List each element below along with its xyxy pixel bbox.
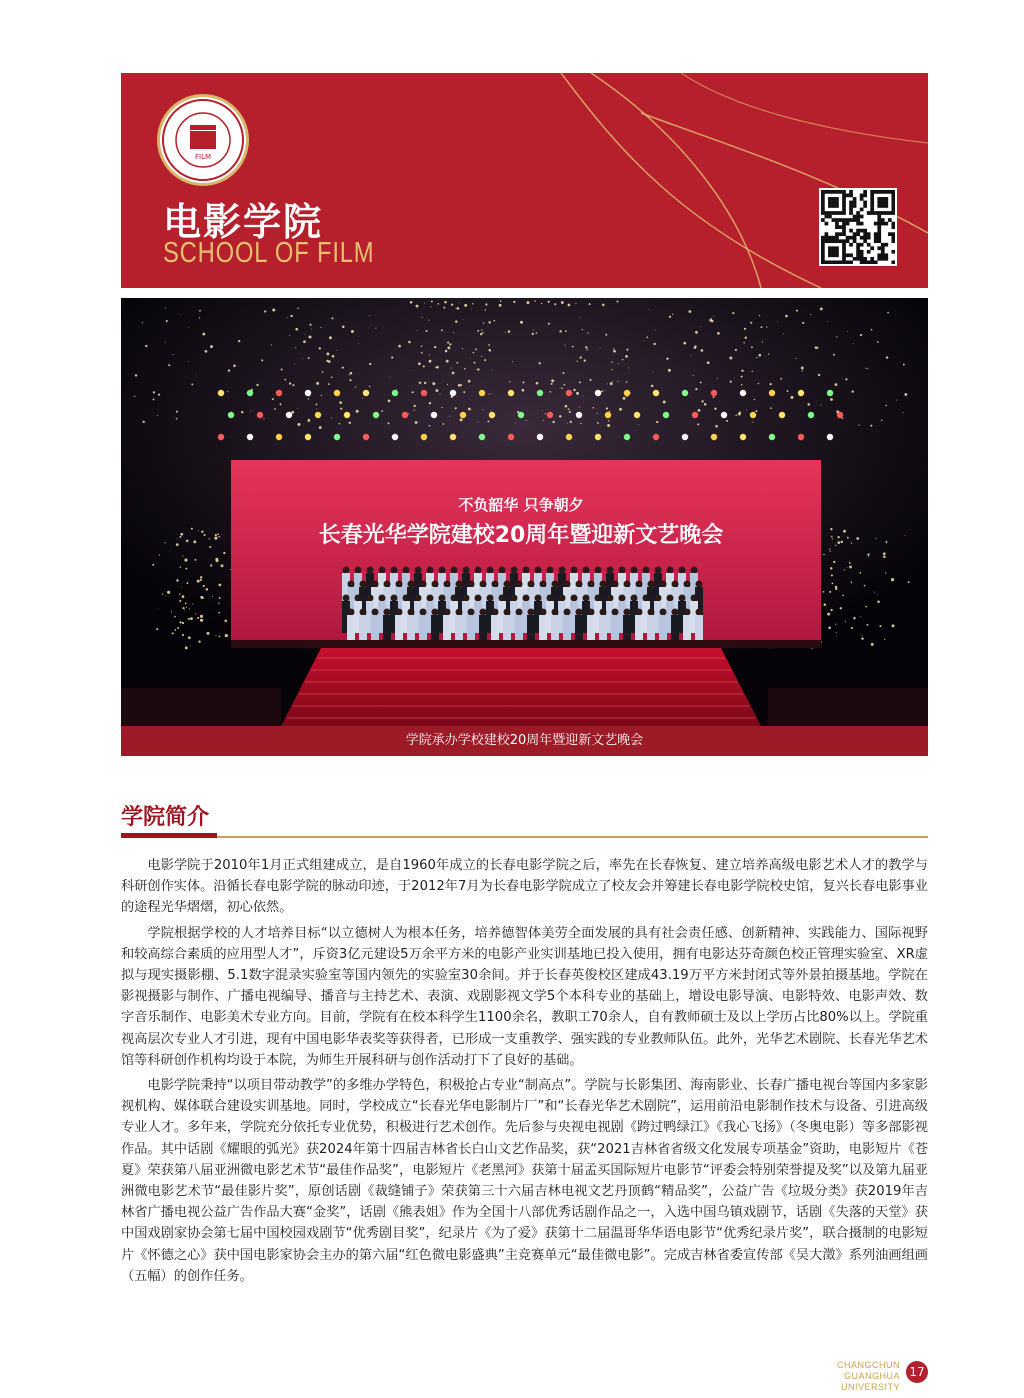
page-title-cn: 电影学院 [163,200,324,244]
intro-paragraph-3: 电影学院秉持“以项目带动教学”的多维办学特色，积极抢占专业“制高点”。学院与长影集团、海南影业、长春广播电视台等国内多家影视机构、媒体联合建设实训基地。同时，学校成立“长春光华电影制片厂”和“长春光华艺术剧院”，运用前沿电影制作技术与设备、引进高级专业人才。多年来，学院充分依托专业优势，积极进行艺术创作。先后参与央视电视剧《跨过鸭绿江》《我心飞扬》（冬奥电影）等多部影视作品。其中话剧《耀眼的弧光》获2024年第十四届吉林省长白山文艺作品奖，获“2021吉林省省级文化发展专项基金”资助，电影短片《苍夏》荣获第八届亚洲微电影艺术节“最佳作品奖”，电影短片《老黑河》获第十届孟买国际短片电影节“评委会特别荣誉提及奖”以及第九届亚洲微电影艺术节“最佳影片奖”，原创话剧《裁缝铺子》荣获第三十六届吉林电视文艺丹顶鹤“精品奖”，公益广告《垃圾分类》获2019年吉林省广播电视公益广告作品大赛“金奖”，话剧《熊表姐》作为全国十八部优秀话剧作品之一，入选中国乌镇戏剧节，话剧《失落的天堂》获中国戏剧家协会第七届中国校园戏剧节“优秀剧目奖”，纪录片《为了爱》获第十二届温哥华华语电影节“优秀纪录片奖”，联合摄制的电影短片《怀德之心》获中国电影家协会主办的第六届“红色微电影盛典”主竞赛单元“最佳微电影”。完成吉林省委宣传部《吴大澂》系列油画组画（五幅）的创作任务。 [121,1078,928,1284]
section-divider-accent [121,833,217,838]
banner-line1: 不负韶华 只争朝夕 [458,496,584,514]
intro-paragraph-1: 电影学院于2010年1月正式组建成立，是自1960年成立的长春电影学院之后，率先在长春恢复、建立培养高级电影艺术人才的教学与科研创作实体。沿循长春电影学院的脉动印迹，于2012年7月为长春电影学院成立了校友会并筹建长春电影学院校史馆，复兴长春电影事业的途程光华熠熠，初心依然。 [121,858,928,916]
section-title: 学院简介 [121,805,210,830]
photo-caption: 学院承办学校建校20周年暨迎新文艺晚会 [121,726,928,756]
footer-line1: CHANGCHUN [837,1360,900,1370]
intro-body [121,855,928,1291]
stage-illustration [121,298,928,726]
section-divider [121,836,928,838]
page-title-en: SCHOOL OF FILM [163,237,375,269]
university-name-footer [800,1360,900,1393]
page-number: 17 [906,1361,928,1383]
header-band [121,73,928,288]
college-logo [157,94,249,186]
intro-paragraph-2: 学院根据学校的人才培养目标“以立德树人为根本任务，培养德智体美劳全面发展的具有社会责任感、创新精神、实践能力、国际视野和较高综合素质的应用型人才”，斥资3亿元建设5万余平方米的电影产业实训基地已投入使用，拥有电影达芬奇颜色校正管理实验室、XR虚拟与现实摄影棚、5.1数字混录实验室等国内领先的实验室30余间。并于长春英俊校区建成43.19万平方米封闭式等外景拍摄基地。学院在影视摄影与制作、广播电视编导、播音与主持艺术、表演、戏剧影视文学5个本科专业的基础上，增设电影导演、电影特效、电影声效、数字音乐制作、电影美术专业方向。目前，学院有在校本科学生1100余名，教职工70余人，自有教师硕士及以上学历占比80%以上。学院重视高层次专业人才引进，现有中国电影华表奖等获得者，已形成一支重教学、强实践的专业教师队伍。此外，光华艺术剧院、长春光华艺术馆等科研创作机构均设于本院，为师生开展科研与创作活动打下了良好的基础。 [121,925,928,1068]
qr-code-icon [819,188,897,266]
svg-text:FILM: FILM [194,153,212,161]
footer-line2: GUANGHUA UNIVERSITY [840,1371,900,1392]
banner-line2: 长春光华学院建校20周年暨迎新文艺晚会 [318,523,724,548]
event-photo [121,298,928,726]
